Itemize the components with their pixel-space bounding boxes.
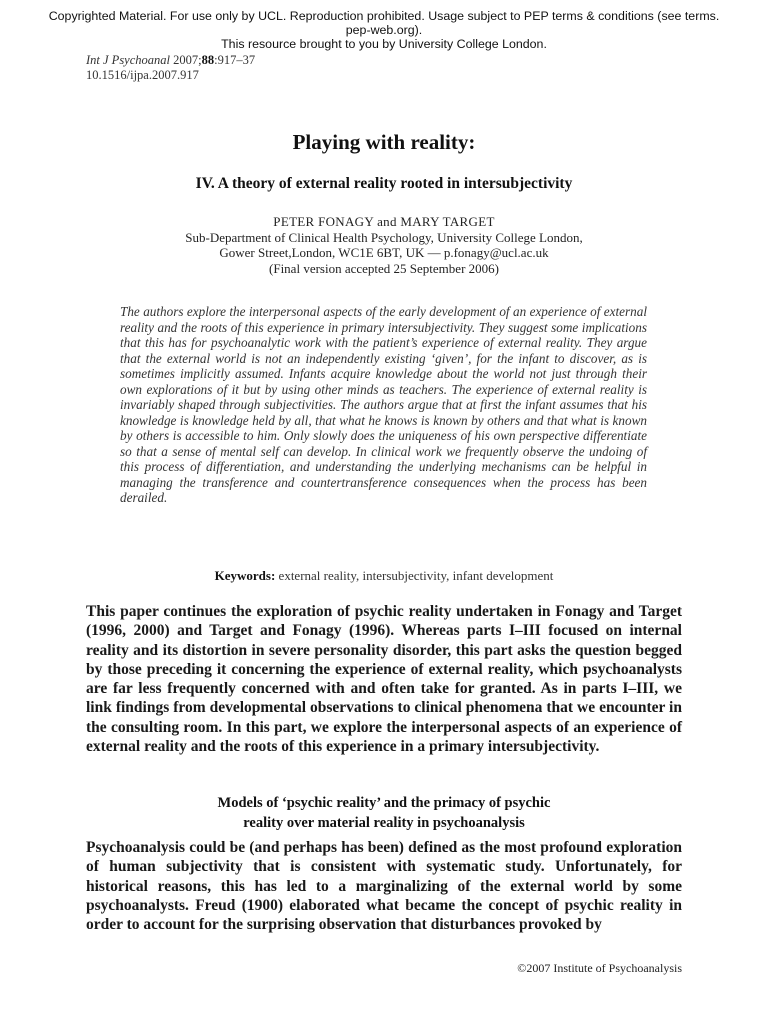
body-paragraph-2: Psychoanalysis could be (and perhaps has been) defined as the most profound exploration of human subjectivity that is consistent with systematic study. Unfortunately, for historical reasons, this has led to a marginalizing of the external world by some psychoanalysts. Freud (1900) elaborated what became the concept of psychic reality in order to account for the surprising observation that disturbances provoked by (86, 839, 682, 934)
author-block (0, 214, 768, 276)
copyright-notice (0, 9, 768, 51)
body-paragraph-1: This paper continues the exploration of psychic reality undertaken in Fonagy and Target (1996, 2000) and Target and Fonagy (1996). Whereas parts I–III focused on internal reality and its distortion in severe personality disorder, this part asks the question begged by those preceding it concerning the experience of external reality, which psychoanalysts are far less frequently concerned with and often take for granted. As in parts I–III, we link findings from developmental observations to clinical phenomena that we encounter in the consulting room. In this part, we explore the interpersonal aspects of an experience of external reality and the roots of this experience in a primary intersubjectivity. (86, 603, 682, 756)
copyright-notice-line-1: Copyrighted Material. For use only by UCL. Reproduction prohibited. Usage subject to PEP terms & conditions (see terms. (48, 9, 720, 23)
affiliation-line-2: Gower Street,London, WC1E 6BT, UK — p.fonagy@ucl.ac.uk (219, 245, 549, 260)
journal-reference (86, 53, 255, 68)
section-heading (0, 793, 768, 833)
keywords-label: Keywords: (214, 568, 276, 583)
accepted-date: (Final version accepted 25 September 2006) (269, 260, 499, 276)
journal-pages: :917–37 (214, 53, 256, 67)
affiliation-line-1: Sub-Department of Clinical Health Psychology, University College London, (185, 229, 583, 245)
author-names: PETER FONAGY and MARY TARGET (273, 214, 495, 229)
journal-name: Int J Psychoanal (86, 53, 171, 67)
article-subtitle: IV. A theory of external reality rooted in intersubjectivity (195, 175, 573, 192)
abstract: The authors explore the interpersonal aspects of the early development of an experience of external reality and the roots of this experience in primary intersubjectivity. They suggest some implications that this has for psychoanalytic work with the patient’s experience of external reality. They argue that the external world is not an independently existing ‘given’, for the infant to discover, as is sometimes implicitly assumed. Infants acquire knowledge about the world not just through their own explorations of it but by using other minds as teachers. The experience of external reality is invariably shaped through subjectivities. The authors argue that at first the infant assumes that his knowledge is knowledge held by all, that what he knows is known by others and that what is known by others is accessible to him. Only slowly does the uniqueness of his own perspective differentiate so that a sense of mental self can develop. In clinical work we frequently observe the undoing of this process of differentiation, and understanding the underlying mechanisms can be helpful in managing the transference and countertransference consequences when the process has been derailed. (120, 304, 647, 505)
keywords (0, 568, 768, 584)
journal-year: 2007; (173, 53, 202, 67)
article-title: Playing with reality: (292, 130, 476, 154)
keywords-value: external reality, intersubjectivity, infant development (278, 568, 554, 583)
citation (86, 53, 255, 83)
section-heading-line-1: Models of ‘psychic reality’ and the primacy of psychic (217, 795, 551, 811)
doi: 10.1516/ijpa.2007.917 (86, 68, 199, 82)
copyright-notice-line-2[interactable]: pep-web.org). (345, 23, 423, 37)
copyright-footer: ©2007 Institute of Psychoanalysis (517, 961, 682, 975)
section-heading-line-2: reality over material reality in psychoanalysis (243, 815, 525, 831)
copyright-notice-line-3: This resource brought to you by University College London. (221, 37, 547, 51)
journal-volume: 88 (201, 53, 215, 67)
